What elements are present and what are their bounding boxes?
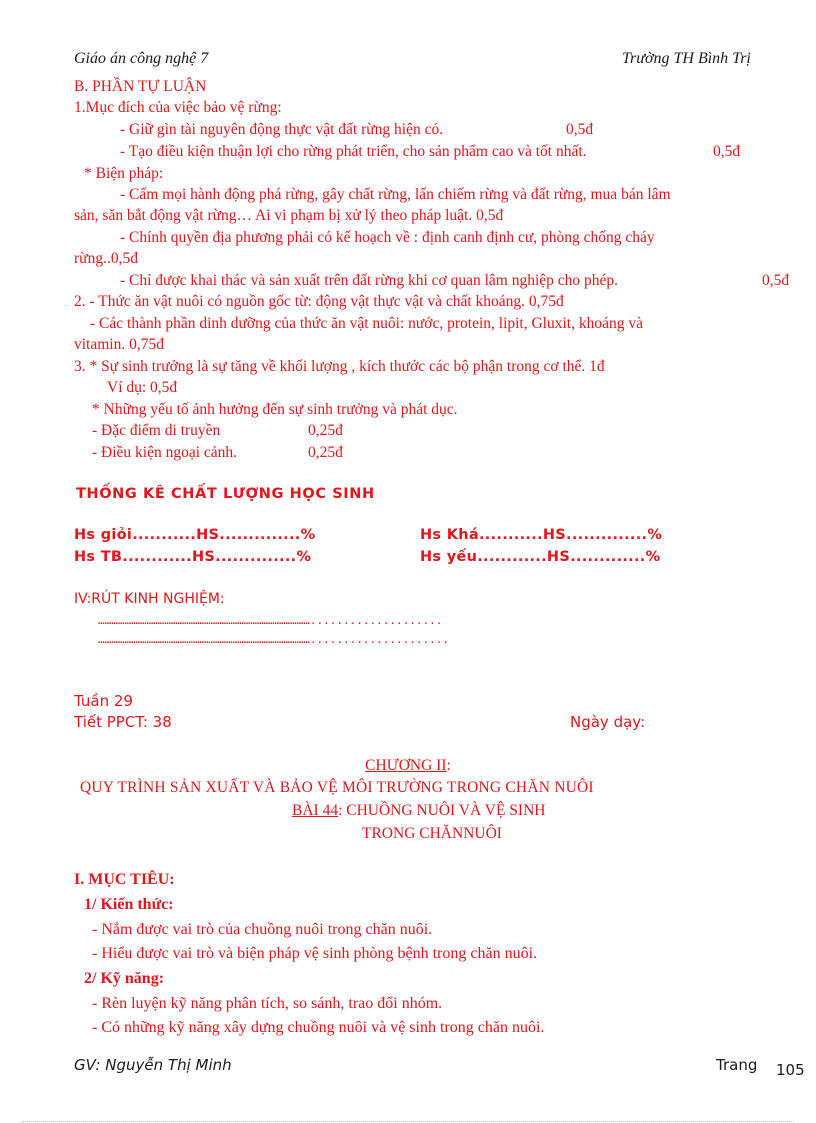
q3-item-a: 3. * Sự sinh trưởng là sự tăng về khối lượng , kích thước các bộ phận trong cơ thể. 1đ [74,358,605,375]
q3-factors: * Những yếu tố ảnh hưởng đến sự sinh trưởng và phát dục. [92,401,458,418]
chapter-title: QUY TRÌNH SẢN XUẤT VÀ BẢO VỆ MÔI TRƯỜNG TRONG CHĂN NUÔI [80,779,594,796]
lesson-title-part1: : CHUỒNG NUÔI VÀ VỆ SINH [338,802,546,819]
stats-gioi: Hs giỏi...........HS..............% [74,527,316,543]
measure-1-line1: - Cấm mọi hành động phá rừng, gây chất rừng, lấn chiếm rừng và đất rừng, mua bán lâm [120,186,671,203]
measure-1-line2: sản, săn bắt động vật rừng… Ai vi phạm bị xử lý theo pháp luật. 0,5đ [74,207,504,224]
q3-factor-1-score: 0,25đ [308,422,343,439]
q1-item-b-score: 0,5đ [713,143,741,160]
q3-example: Ví dụ: 0,5đ [107,379,178,396]
header-subject: Giáo án công nghệ 7 [74,50,209,67]
stats-kha: Hs Khá...........HS..............% [420,527,663,543]
q3-factor-2: - Điều kiện ngoại cảnh. [92,444,238,461]
stats-tb: Hs TB............HS..............% [74,549,312,565]
header-school: Trường TH Bình Trị [622,50,751,67]
experience-dots-1: …………………………………………………………………………………….................... [98,614,443,627]
measure-2-line2: rừng..0,5đ [74,250,138,267]
measure-2-line1: - Chính quyền địa phương phải có kế hoạch về : định canh định cư, phòng chống cháy [120,229,655,246]
lesson-week: Tuần 29 [74,692,133,710]
q1-item-a: - Giữ gìn tài nguyên động thực vật đất rừng hiện có. [120,121,444,138]
stats-title: THỐNG KÊ CHẤT LƯỢNG HỌC SINH [76,486,375,502]
chapter-colon: : [446,757,451,774]
q1-title: 1.Mục đích của việc bảo vệ rừng: [74,99,282,116]
experience-title: IV:RÚT KINH NGHIỆM: [74,591,225,607]
footer-teacher: GV: Nguyễn Thị Minh [74,1056,232,1074]
objectives-title: I. MỤC TIÊU: [74,871,175,888]
q1-item-b: - Tạo điều kiện thuận lợi cho rừng phát triển, cho sản phẩm cao và tốt nhất. [120,143,587,160]
lesson-date-label: Ngày dạy: [570,713,646,731]
q3-factor-1: - Đặc điểm di truyền [92,422,221,439]
knowledge-title: 1/ Kiến thức: [84,896,174,913]
measure-3: - Chỉ được khai thác và sản xuất trên đất rừng khi cơ quan lâm nghiệp cho phép. [120,272,619,289]
q2-item-b-line1: - Các thành phần dinh dưỡng của thức ăn vật nuôi: nước, protein, lipit, Gluxit, khoáng và [90,315,643,332]
lesson-period: Tiết PPCT: 38 [74,713,172,731]
essay-title: B. PHẦN TỰ LUẬN [74,78,207,95]
lesson-number: BÀI 44 [292,802,339,819]
chapter-heading [0,757,816,775]
q2-item-a: 2. - Thức ăn vật nuôi có nguồn gốc từ: động vật thực vật và chất khoáng. 0,75đ [74,293,564,310]
experience-dots-2: ……………………………………………………………………………………..................... [98,633,449,646]
skills-item-1: - Rèn luyện kỹ năng phân tích, so sánh, trao đổi nhóm. [92,995,443,1012]
knowledge-item-1: - Nắm được vai trò của chuồng nuôi trong chăn nuôi. [92,921,433,938]
lesson-title-line2: TRONG CHĂNNUÔI [362,825,502,842]
q2-item-b-line2: vitamin. 0,75đ [74,336,164,353]
page-bottom-divider [22,1121,794,1122]
skills-item-2: - Có những kỹ năng xây dựng chuồng nuôi và vệ sinh trong chăn nuôi. [92,1019,545,1036]
q1-item-a-score: 0,5đ [566,121,594,138]
skills-title: 2/ Kỹ năng: [84,970,165,987]
chapter-label: CHƯƠNG II [365,757,447,774]
measures-title: * Biện pháp: [84,165,164,182]
footer-page-label: Trang [716,1056,758,1074]
q3-factor-2-score: 0,25đ [308,444,343,461]
lesson-title-line1 [292,802,545,820]
measure-3-score: 0,5đ [762,272,790,289]
stats-yeu: Hs yếu............HS.............% [420,549,661,565]
knowledge-item-2: - Hiểu được vai trò và biện pháp vệ sinh phòng bệnh trong chăn nuôi. [92,945,538,962]
footer-page-number: 105 [776,1061,805,1079]
